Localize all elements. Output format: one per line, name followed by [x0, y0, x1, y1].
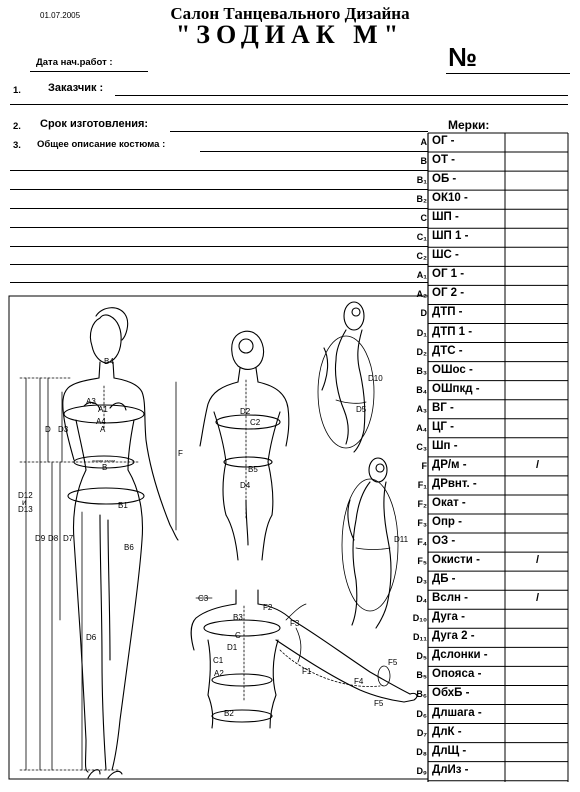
measurement-name: ДлИз - — [432, 763, 469, 776]
label-and: и — [22, 498, 27, 507]
measurement-name: ДТП 1 - — [432, 325, 473, 338]
measurement-code: D₁₀ — [412, 613, 427, 624]
label-c: C — [235, 631, 241, 640]
measurement-name: ДлК - — [432, 725, 462, 738]
measurement-name: Дуга - — [432, 611, 465, 624]
measurement-name: Вслн - — [432, 592, 468, 605]
measurement-name: ОЗ - — [432, 535, 456, 548]
label-d2: D2 — [240, 407, 251, 416]
label-a1: A1 — [98, 405, 108, 414]
measurement-code: A₁ — [416, 270, 427, 281]
side-figure-lower — [342, 458, 398, 628]
measurement-code: D₉ — [416, 765, 427, 776]
description-number: 3. — [13, 140, 21, 151]
measurement-code: D₁ — [416, 327, 427, 338]
measurement-code: D₄ — [416, 594, 427, 605]
label-a2: A2 — [214, 669, 224, 678]
label-d13: D13 — [18, 505, 33, 514]
measurement-code: B₂ — [416, 194, 427, 205]
measurement-name: ДлЩ - — [432, 744, 467, 757]
measurement-code: C₁ — [416, 232, 427, 243]
measurement-name: ДР/м - — [432, 458, 467, 471]
measurement-name: ОбхБ - — [432, 687, 470, 700]
label-d3: D3 — [58, 425, 69, 434]
measurement-code: B₆ — [416, 689, 427, 700]
description-label: Общее описание костюма : — [37, 139, 166, 150]
measurements-title: Мерки: — [448, 118, 490, 132]
label-d4: D4 — [240, 481, 251, 490]
label-d: D — [45, 425, 51, 434]
label-d11: D11 — [394, 535, 409, 544]
label-f2: F2 — [263, 603, 273, 612]
measurement-code: B₄ — [416, 384, 427, 395]
label-b: B — [102, 463, 108, 472]
measurement-code: A — [420, 137, 427, 147]
measurement-name: ОГ - — [432, 135, 455, 147]
measurement-name: ОК10 - — [432, 192, 468, 205]
label-b5: B5 — [248, 465, 258, 474]
label-c3: C3 — [198, 594, 209, 603]
label-a: A — [100, 425, 106, 434]
measurement-code: D₂ — [416, 346, 427, 357]
measurement-name: Опр - — [432, 516, 462, 528]
label-d12: D12 — [18, 491, 33, 500]
measurement-name: ДТП - — [432, 306, 463, 319]
start-date-label: Дата нач.работ : — [36, 57, 113, 68]
label-b2: B2 — [224, 709, 234, 718]
measurement-name: Длшага - — [432, 706, 482, 719]
measurement-name: ШП 1 - — [432, 230, 469, 243]
label-f1: F1 — [302, 667, 312, 676]
front-figure — [63, 308, 178, 778]
measurement-code: D₁₁ — [413, 632, 427, 643]
term-label: Срок изготовления: — [40, 118, 149, 130]
label-f3: F3 — [290, 619, 300, 628]
measurement-name: ОГ 2 - — [432, 287, 465, 300]
label-d10: D10 — [368, 374, 383, 383]
measurement-code: B — [420, 156, 427, 167]
label-c1: C1 — [213, 656, 224, 665]
client-label: Заказчик : — [48, 82, 104, 94]
label-d8: D8 — [48, 534, 59, 543]
label-d6: D6 — [86, 633, 97, 642]
label-d5: D5 — [356, 405, 367, 414]
label-d9: D9 — [35, 534, 46, 543]
label-d1: D1 — [227, 643, 238, 652]
measurement-name: Опояса - — [432, 668, 482, 681]
brand-title: "ЗОДИАК М" — [175, 20, 405, 49]
measurement-name: Окат - — [432, 496, 466, 509]
measurement-code: C₂ — [416, 251, 427, 262]
measurement-code: D — [420, 308, 427, 319]
salon-title: Салон Танцевального Дизайна — [170, 4, 410, 23]
measurement-code: D₆ — [416, 708, 427, 719]
measurement-extra: / — [536, 554, 540, 567]
measurement-name: ЦГ - — [432, 420, 454, 433]
label-b3: B3 — [233, 613, 243, 622]
measurement-code: A₂ — [416, 289, 427, 300]
measurement-name: ДТС - — [432, 344, 463, 357]
measurement-name: ДРвнт. - — [432, 477, 477, 490]
measurement-name: ОТ - — [432, 154, 455, 167]
measurement-name: Окисти - — [432, 554, 480, 567]
label-d7: D7 — [63, 534, 74, 543]
measurement-code: F₂ — [417, 498, 427, 509]
order-number-label: № — [448, 42, 477, 72]
measurement-code: F₁ — [417, 479, 427, 490]
measurement-name: ШП - — [432, 211, 459, 224]
measurement-name: Шп - — [432, 439, 458, 452]
term-number: 2. — [13, 121, 21, 132]
label-f4: F4 — [354, 677, 364, 686]
measurement-code: D₈ — [416, 746, 427, 757]
measurement-name: ОШос - — [432, 363, 473, 376]
label-a4: A4 — [96, 417, 106, 426]
label-f5b: F5 — [374, 699, 384, 708]
label-f5a: F5 — [388, 658, 398, 667]
label-f: F — [178, 449, 183, 458]
side-figure-upper — [318, 302, 374, 452]
measurement-code: F₄ — [417, 537, 427, 548]
measurement-name: Дслонки - — [432, 649, 488, 662]
measurement-name: ОБ - — [432, 173, 457, 186]
measurement-name: ВГ - — [432, 401, 454, 414]
measurement-name: ДБ - — [432, 573, 456, 586]
measurement-code: D₃ — [416, 575, 427, 586]
label-c2: C2 — [250, 418, 261, 427]
measurement-code: D₅ — [416, 651, 427, 662]
measurement-code: D₇ — [416, 727, 427, 738]
measurement-code: C — [420, 213, 427, 224]
measurement-name: ОШпкд - — [432, 382, 480, 395]
back-figure — [200, 331, 289, 560]
measurement-code: F₃ — [417, 518, 427, 528]
measurement-code: A₃ — [416, 403, 427, 414]
measurement-code: F₅ — [417, 556, 427, 567]
measurement-code: B₃ — [416, 365, 427, 376]
measurement-extra: / — [536, 458, 540, 471]
measurement-code: B₁ — [416, 175, 427, 186]
measurement-name: ОГ 1 - — [432, 268, 465, 281]
client-number: 1. — [13, 85, 21, 96]
label-b4: B4 — [104, 357, 114, 366]
measurement-name: Дуга 2 - — [432, 630, 475, 643]
measurement-extra: / — [536, 592, 540, 605]
label-b1: B1 — [118, 501, 128, 510]
measurement-code: B₅ — [416, 670, 427, 681]
measurement-code: C₃ — [416, 441, 427, 452]
measurement-code: A₄ — [416, 422, 427, 433]
label-a3: A3 — [86, 397, 96, 406]
label-waist-note: линия талии — [92, 458, 116, 463]
measurement-code: F — [421, 460, 427, 471]
measurement-name: ШС - — [432, 249, 459, 262]
label-b6: B6 — [124, 543, 134, 552]
date-stamp: 01.07.2005 — [40, 11, 81, 20]
